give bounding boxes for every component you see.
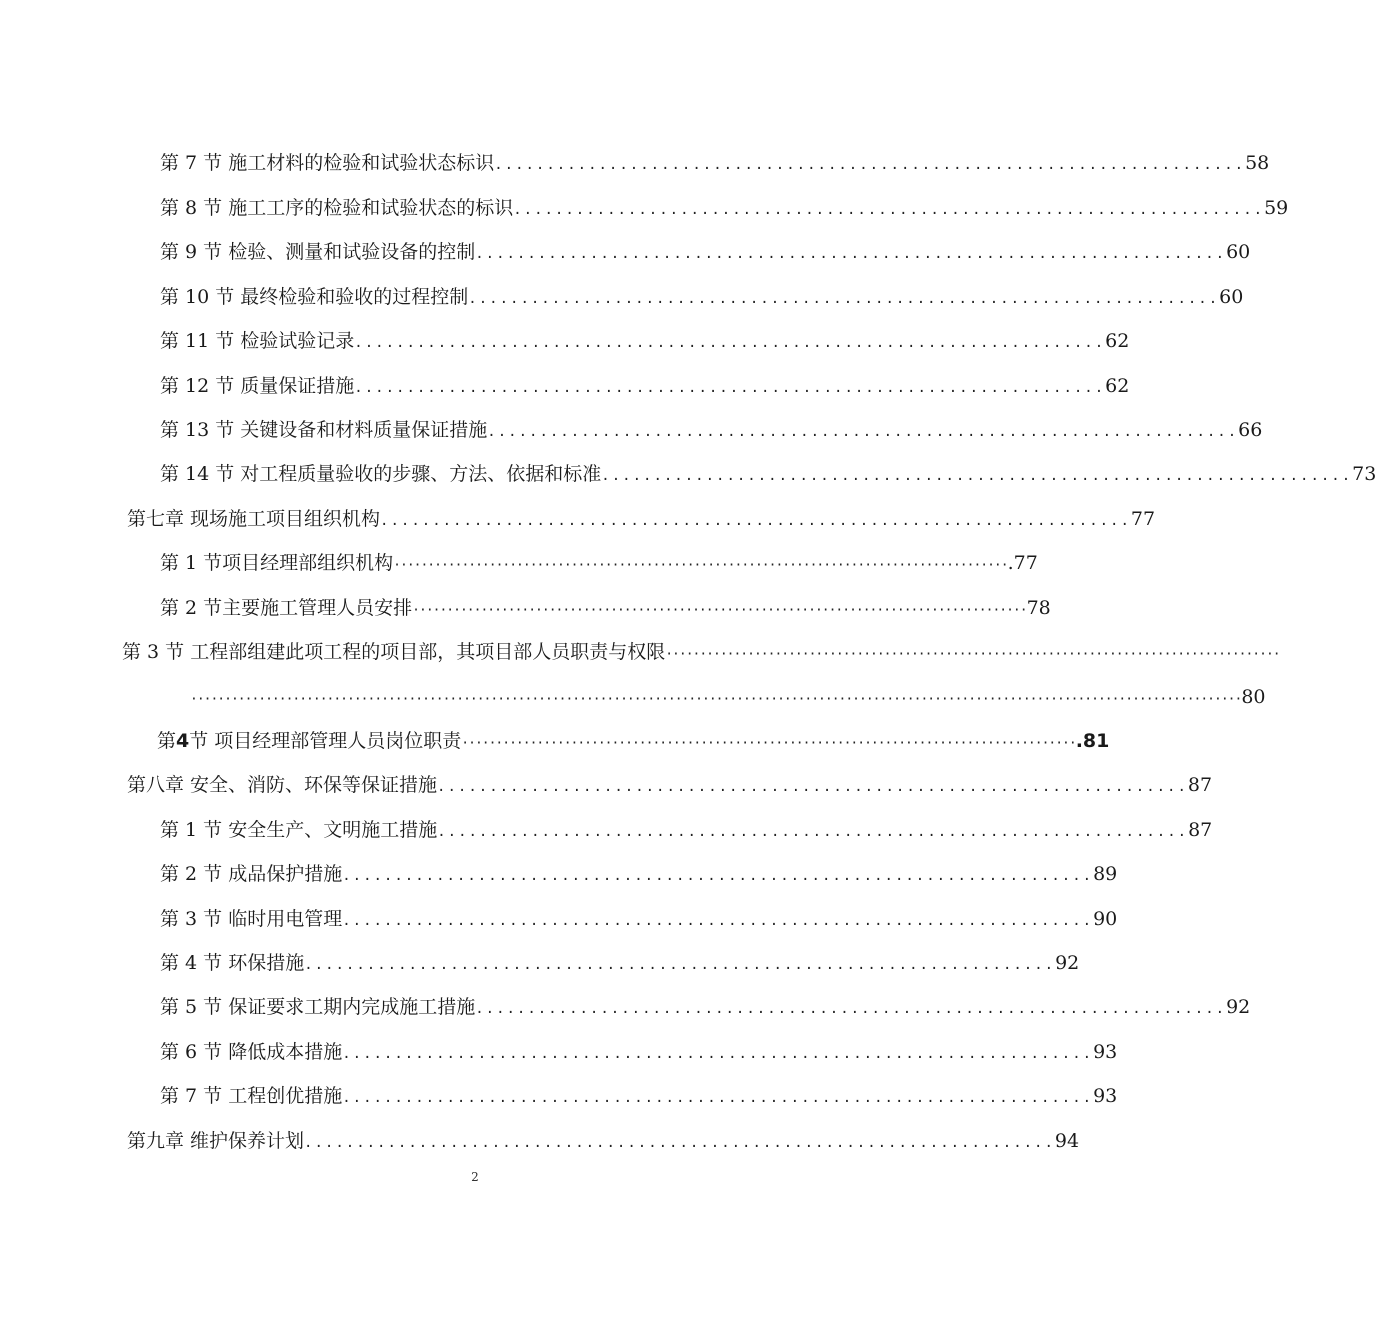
toc-leader: ........................................................................: [601, 468, 1353, 484]
toc-chapter[interactable]: [127, 504, 1156, 534]
toc-entry[interactable]: [160, 992, 1251, 1022]
toc-entry[interactable]: [122, 637, 1280, 667]
toc-leader: ........................................................................: [380, 513, 1131, 529]
toc-entry[interactable]: [160, 459, 1376, 489]
toc-leader: ··························································································: [665, 647, 1280, 662]
toc-leader: ........................................................................: [475, 1001, 1227, 1017]
toc-leader: ........................................................................: [342, 1090, 1094, 1106]
toc-entry-label-prefix: 第: [157, 730, 177, 752]
toc-entry[interactable]: [160, 1081, 1118, 1111]
toc-entry-label: 第 1 节项目经理部组织机构: [160, 552, 394, 574]
toc-entry[interactable]: [157, 726, 1110, 756]
toc-entry-label: 第 8 节 施工工序的检验和试验状态的标识: [160, 197, 514, 219]
toc-entry-label: 第 12 节 质量保证措施: [160, 375, 355, 397]
toc-entry-page: 77: [1130, 508, 1156, 530]
toc-entry-label: 第 6 节 降低成本措施: [160, 1041, 343, 1063]
toc-leader: ........................................................................: [304, 957, 1056, 973]
toc-leader: ........................................................................: [487, 424, 1239, 440]
toc-entry[interactable]: [160, 1037, 1118, 1067]
toc-entry[interactable]: [160, 904, 1118, 934]
toc-entry-page: 93: [1093, 1085, 1118, 1107]
toc-entry[interactable]: [160, 948, 1080, 978]
toc-entry-page: 92: [1055, 952, 1080, 974]
toc-entry[interactable]: [160, 193, 1289, 223]
toc-entry-page: 60: [1219, 286, 1244, 308]
toc-entry[interactable]: [160, 593, 1051, 623]
toc-entry-page: 92: [1226, 996, 1251, 1018]
toc-entry[interactable]: [160, 859, 1118, 889]
toc-entry-page: 94: [1054, 1130, 1080, 1152]
toc-entry[interactable]: [160, 371, 1130, 401]
toc-entry-label-rest: 节 项目经理部管理人员岗位职责: [189, 730, 462, 752]
toc-entry[interactable]: [160, 326, 1130, 356]
toc-entry-page: 66: [1238, 419, 1263, 441]
toc-entry-page: 78: [1026, 597, 1051, 619]
toc-entry-label: 第 5 节 保证要求工期内完成施工措施: [160, 996, 476, 1018]
toc-entry-page: 73: [1352, 463, 1376, 485]
toc-entry-page: .77: [1007, 552, 1038, 574]
toc-chapter-label: 第七章 现场施工项目组织机构: [127, 508, 381, 530]
toc-entry-page: .81: [1075, 730, 1110, 752]
toc-entry-label: 第 2 节 成品保护措施: [160, 863, 343, 885]
toc-entry-page: 62: [1105, 375, 1130, 397]
toc-leader: ........................................................................: [304, 1135, 1055, 1151]
toc-entry-page: 58: [1245, 152, 1270, 174]
toc-leader: ........................................................................: [342, 1046, 1094, 1062]
toc-entry-page: 90: [1093, 908, 1118, 930]
toc-entry-page: 62: [1105, 330, 1130, 352]
toc-entry[interactable]: [160, 815, 1213, 845]
toc-leader: ........................................................................: [354, 335, 1106, 351]
toc-entry-label: 第 4 节 环保措施: [160, 952, 305, 974]
toc-leader: ........................................................................: [494, 157, 1246, 173]
toc-entry-page: 80: [1241, 686, 1266, 708]
toc-leader: ........................................................................: [342, 868, 1094, 884]
toc-entry-label: 第 9 节 检验、测量和试验设备的控制: [160, 241, 476, 263]
toc-entry-label: [157, 726, 461, 756]
toc-entry-label: 第 7 节 施工材料的检验和试验状态标识: [160, 152, 495, 174]
toc-leader: ........................................................................: [513, 202, 1265, 218]
toc-entry[interactable]: [160, 282, 1244, 312]
toc-entry-label: 第 7 节 工程创优措施: [160, 1085, 343, 1107]
toc-entry[interactable]: [160, 415, 1263, 445]
toc-leader: ........................................................................: [475, 246, 1227, 262]
toc-entry[interactable]: [160, 237, 1251, 267]
toc-entry[interactable]: [160, 548, 1038, 578]
toc-leader: ........................................................................: [342, 913, 1094, 929]
toc-leader: ··························································································································································: [190, 692, 1242, 707]
toc-entry-page: 89: [1093, 863, 1118, 885]
toc-entry-label: 第 11 节 检验试验记录: [160, 330, 355, 352]
toc-leader: ........................................................................: [354, 380, 1106, 396]
toc-entry-page: 87: [1188, 819, 1213, 841]
toc-leader: ··························································································: [412, 603, 1027, 618]
toc-entry-page: 93: [1093, 1041, 1118, 1063]
toc-entry-label: 第 10 节 最终检验和验收的过程控制: [160, 286, 469, 308]
toc-entry-page: 60: [1226, 241, 1251, 263]
toc-leader: ··························································································: [393, 558, 1008, 573]
toc-leader: ........................................................................: [468, 291, 1220, 307]
toc-entry-label-num: 4: [176, 730, 190, 752]
toc-chapter-label: 第八章 安全、消防、环保等保证措施: [127, 774, 438, 796]
page-number: 2: [471, 1170, 479, 1184]
toc-entry[interactable]: [160, 148, 1270, 178]
toc-leader: ........................................................................: [437, 779, 1188, 795]
toc-entry-page: 59: [1264, 197, 1289, 219]
toc-entry-page: 87: [1187, 774, 1213, 796]
toc-entry-label: 第 13 节 关键设备和材料质量保证措施: [160, 419, 488, 441]
toc-entry-label: 第 1 节 安全生产、文明施工措施: [160, 819, 438, 841]
toc-leader: ........................................................................: [437, 824, 1189, 840]
toc-entry-label: 第 2 节主要施工管理人员安排: [160, 597, 413, 619]
toc-chapter-label: 第九章 维护保养计划: [127, 1130, 305, 1152]
toc-entry-label: 第 3 节 工程部组建此项工程的项目部，其项目部人员职责与权限: [122, 641, 666, 663]
toc-chapter[interactable]: [127, 770, 1213, 800]
toc-leader: ··························································································: [461, 736, 1076, 751]
toc-chapter[interactable]: [127, 1126, 1080, 1156]
toc-entry-label: 第 14 节 对工程质量验收的步骤、方法、依据和标准: [160, 463, 602, 485]
toc-entry-continuation[interactable]: [190, 682, 1266, 712]
toc-entry-label: 第 3 节 临时用电管理: [160, 908, 343, 930]
